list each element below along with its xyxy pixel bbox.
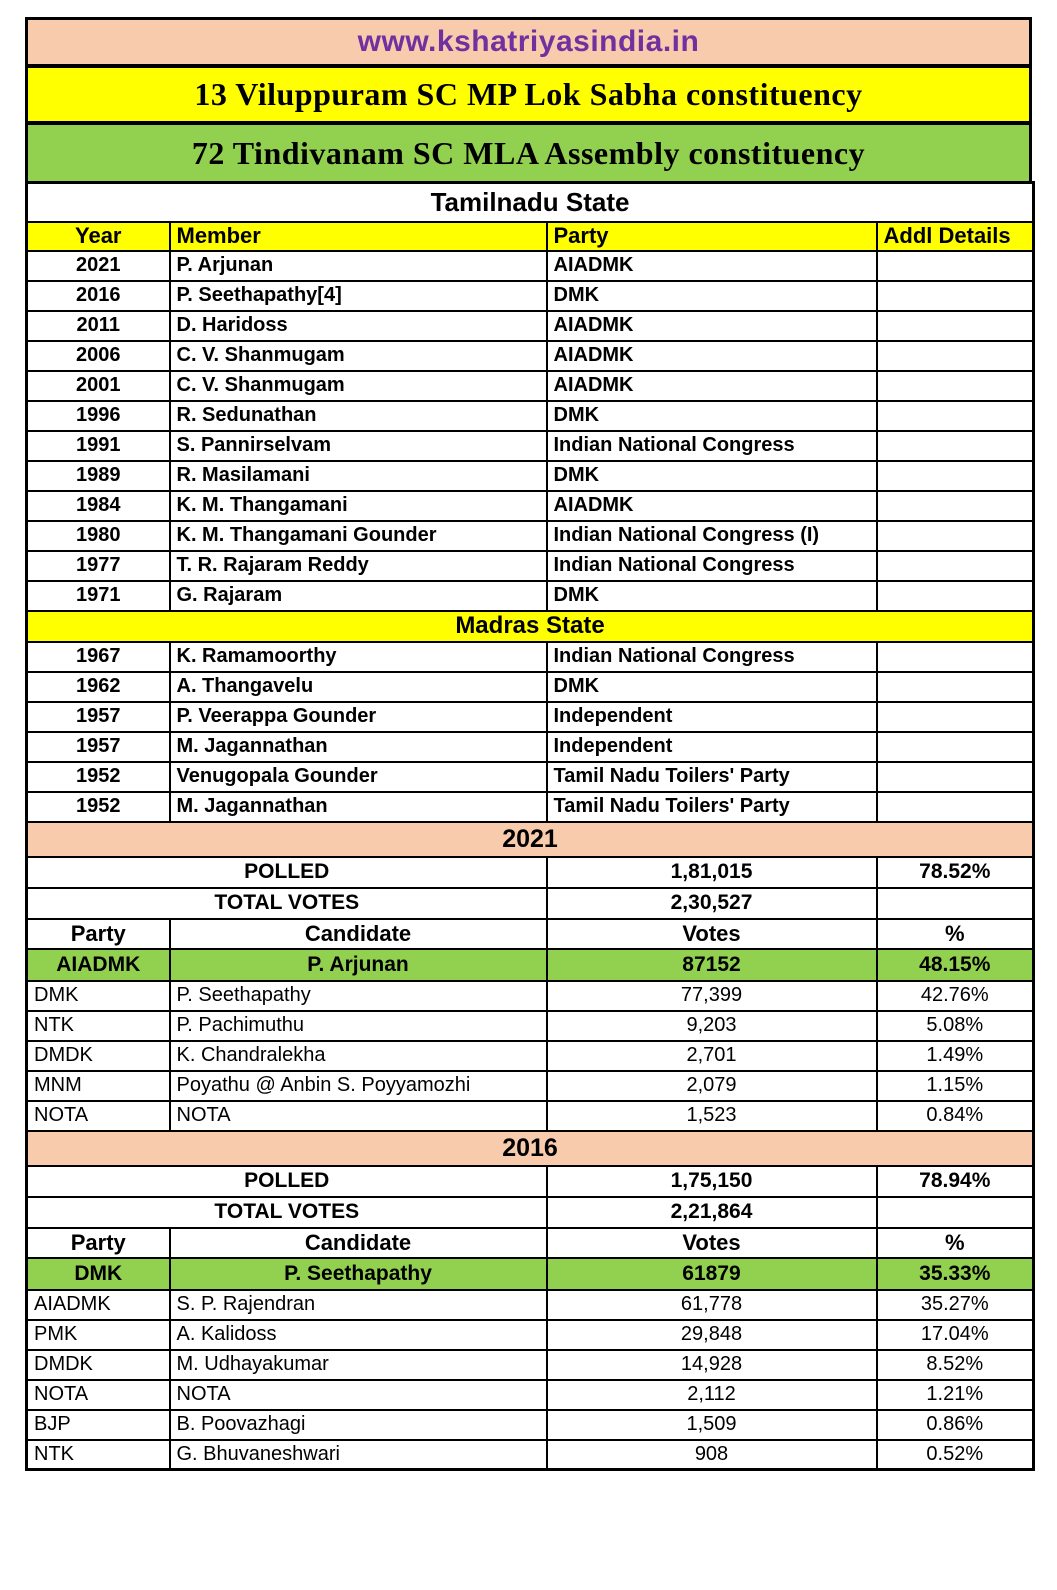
addl-details-cell — [877, 581, 1034, 611]
addl-details-cell — [877, 491, 1034, 521]
member-cell: P. Arjunan — [170, 251, 547, 281]
votes-cell: 1,523 — [547, 1101, 877, 1131]
candidate-rows-2021 — [27, 981, 1034, 1131]
election-2021-section — [27, 822, 1034, 981]
candidate-row — [27, 1290, 1034, 1320]
candidate-cell: K. Chandralekha — [170, 1041, 547, 1071]
member-row — [27, 251, 1034, 281]
party-cell: DMDK — [27, 1350, 170, 1380]
year-cell: 2021 — [27, 251, 170, 281]
member-cell: K. Ramamoorthy — [170, 642, 547, 672]
result-header-row-2021 — [27, 919, 1034, 949]
candidate-row — [27, 1011, 1034, 1041]
votes-cell: 14,928 — [547, 1350, 877, 1380]
votes-cell: 29,848 — [547, 1320, 877, 1350]
madras-section — [27, 611, 1034, 642]
year-cell: 2006 — [27, 341, 170, 371]
member-row — [27, 491, 1034, 521]
candidate-row — [27, 1041, 1034, 1071]
year-cell: 1996 — [27, 401, 170, 431]
member-cell: P. Veerappa Gounder — [170, 702, 547, 732]
total-votes-row-2016 — [27, 1197, 1034, 1228]
election-year-label: 2021 — [27, 822, 1034, 857]
candidate-row — [27, 981, 1034, 1011]
candidate-rows-2016 — [27, 1290, 1034, 1470]
polled-votes: 1,81,015 — [547, 857, 877, 888]
polled-row-2016 — [27, 1166, 1034, 1197]
addl-details-cell — [877, 521, 1034, 551]
party-cell: Indian National Congress — [547, 431, 877, 461]
party-cell: Independent — [547, 702, 877, 732]
addl-details-cell — [877, 762, 1034, 792]
addl-details-cell — [877, 371, 1034, 401]
percent-cell: 1.21% — [877, 1380, 1034, 1410]
member-cell: M. Jagannathan — [170, 792, 547, 822]
party-cell: Tamil Nadu Toilers' Party — [547, 792, 877, 822]
party-cell: DMK — [547, 581, 877, 611]
polled-percent: 78.52% — [877, 857, 1034, 888]
member-row — [27, 461, 1034, 491]
assembly-title: 72 Tindivanam SC MLA Assembly constituency — [25, 125, 1032, 181]
member-row — [27, 341, 1034, 371]
party-cell: NTK — [27, 1011, 170, 1041]
party-cell: DMDK — [27, 1041, 170, 1071]
votes-cell: 1,509 — [547, 1410, 877, 1440]
party-cell: Indian National Congress — [547, 551, 877, 581]
percent-cell: 1.49% — [877, 1041, 1034, 1071]
member-row — [27, 371, 1034, 401]
member-cell: R. Masilamani — [170, 461, 547, 491]
addl-details-cell — [877, 551, 1034, 581]
year-cell: 1962 — [27, 672, 170, 702]
party-cell: AIADMK — [547, 491, 877, 521]
constituency-sheet — [25, 17, 1032, 1471]
candidate-row — [27, 1101, 1034, 1131]
winner-candidate: P. Arjunan — [170, 949, 547, 981]
election-year-label: 2016 — [27, 1131, 1034, 1166]
election-2016-section — [27, 1131, 1034, 1290]
year-cell: 1952 — [27, 792, 170, 822]
party-header: Party — [27, 919, 170, 949]
total-votes-label: TOTAL VOTES — [27, 1197, 547, 1228]
madras-member-rows — [27, 642, 1034, 822]
tamilnadu-state-label: Tamilnadu State — [27, 183, 1034, 222]
percent-cell: 5.08% — [877, 1011, 1034, 1041]
candidate-row — [27, 1071, 1034, 1101]
votes-cell: 2,079 — [547, 1071, 877, 1101]
candidate-row — [27, 1380, 1034, 1410]
constituency-table — [25, 181, 1035, 1471]
addl-details-cell — [877, 792, 1034, 822]
addl-details-cell — [877, 281, 1034, 311]
total-votes-label: TOTAL VOTES — [27, 888, 547, 919]
member-column-header: Member — [170, 222, 547, 251]
winner-votes: 61879 — [547, 1258, 877, 1290]
year-cell: 1991 — [27, 431, 170, 461]
site-banner — [25, 17, 1032, 68]
lok-sabha-title: 13 Viluppuram SC MP Lok Sabha constituency — [25, 68, 1032, 125]
election-year-band-2021 — [27, 822, 1034, 857]
addl-details-column-header: Addl Details — [877, 222, 1034, 251]
madras-state-band — [27, 611, 1034, 642]
addl-details-cell — [877, 642, 1034, 672]
member-row — [27, 642, 1034, 672]
year-cell: 2001 — [27, 371, 170, 401]
percent-header: % — [877, 1228, 1034, 1258]
party-cell: Indian National Congress (I) — [547, 521, 877, 551]
party-cell: PMK — [27, 1320, 170, 1350]
percent-cell: 0.84% — [877, 1101, 1034, 1131]
votes-cell: 9,203 — [547, 1011, 877, 1041]
party-cell: Indian National Congress — [547, 642, 877, 672]
party-cell: MNM — [27, 1071, 170, 1101]
winner-party: AIADMK — [27, 949, 170, 981]
party-cell: DMK — [547, 401, 877, 431]
percent-cell: 0.52% — [877, 1440, 1034, 1470]
year-column-header: Year — [27, 222, 170, 251]
votes-cell: 908 — [547, 1440, 877, 1470]
winner-candidate: P. Seethapathy — [170, 1258, 547, 1290]
year-cell: 1984 — [27, 491, 170, 521]
year-cell: 1980 — [27, 521, 170, 551]
party-header: Party — [27, 1228, 170, 1258]
total-votes-row-2021 — [27, 888, 1034, 919]
total-votes-value: 2,30,527 — [547, 888, 877, 919]
party-cell: NOTA — [27, 1101, 170, 1131]
member-cell: G. Rajaram — [170, 581, 547, 611]
candidate-cell: NOTA — [170, 1380, 547, 1410]
member-row — [27, 311, 1034, 341]
candidate-row — [27, 1350, 1034, 1380]
party-cell: DMK — [547, 281, 877, 311]
member-row — [27, 762, 1034, 792]
winner-percent: 35.33% — [877, 1258, 1034, 1290]
addl-details-cell — [877, 431, 1034, 461]
votes-header: Votes — [547, 1228, 877, 1258]
member-row — [27, 431, 1034, 461]
addl-details-cell — [877, 702, 1034, 732]
member-row — [27, 521, 1034, 551]
year-cell: 1952 — [27, 762, 170, 792]
party-cell: Independent — [547, 732, 877, 762]
year-cell: 1957 — [27, 702, 170, 732]
member-cell: K. M. Thangamani Gounder — [170, 521, 547, 551]
winner-row-2021 — [27, 949, 1034, 981]
candidate-cell: P. Seethapathy — [170, 981, 547, 1011]
polled-row-2021 — [27, 857, 1034, 888]
candidate-row — [27, 1410, 1034, 1440]
party-cell: AIADMK — [27, 1290, 170, 1320]
candidate-header: Candidate — [170, 1228, 547, 1258]
polled-label: POLLED — [27, 1166, 547, 1197]
party-cell: AIADMK — [547, 341, 877, 371]
election-year-band-2016 — [27, 1131, 1034, 1166]
year-cell: 1977 — [27, 551, 170, 581]
party-cell: DMK — [27, 981, 170, 1011]
winner-party: DMK — [27, 1258, 170, 1290]
addl-details-cell — [877, 672, 1034, 702]
party-column-header: Party — [547, 222, 877, 251]
candidate-cell: M. Udhayakumar — [170, 1350, 547, 1380]
addl-details-cell — [877, 461, 1034, 491]
votes-header: Votes — [547, 919, 877, 949]
winner-votes: 87152 — [547, 949, 877, 981]
percent-cell: 35.27% — [877, 1290, 1034, 1320]
member-cell: Venugopala Gounder — [170, 762, 547, 792]
votes-cell: 2,701 — [547, 1041, 877, 1071]
party-cell: DMK — [547, 672, 877, 702]
addl-details-cell — [877, 251, 1034, 281]
member-cell: C. V. Shanmugam — [170, 371, 547, 401]
member-row — [27, 732, 1034, 762]
result-header-row-2016 — [27, 1228, 1034, 1258]
candidate-header: Candidate — [170, 919, 547, 949]
winner-row-2016 — [27, 1258, 1034, 1290]
percent-cell: 1.15% — [877, 1071, 1034, 1101]
percent-cell: 8.52% — [877, 1350, 1034, 1380]
party-cell: NTK — [27, 1440, 170, 1470]
member-row — [27, 672, 1034, 702]
candidate-cell: NOTA — [170, 1101, 547, 1131]
members-header-row — [27, 222, 1034, 251]
member-row — [27, 702, 1034, 732]
year-cell: 1989 — [27, 461, 170, 491]
year-cell: 2011 — [27, 311, 170, 341]
member-cell: C. V. Shanmugam — [170, 341, 547, 371]
polled-percent: 78.94% — [877, 1166, 1034, 1197]
member-row — [27, 281, 1034, 311]
year-cell: 1971 — [27, 581, 170, 611]
party-cell: BJP — [27, 1410, 170, 1440]
party-cell: DMK — [547, 461, 877, 491]
polled-votes: 1,75,150 — [547, 1166, 877, 1197]
addl-details-cell — [877, 732, 1034, 762]
member-row — [27, 581, 1034, 611]
tamilnadu-member-rows — [27, 251, 1034, 611]
party-cell: NOTA — [27, 1380, 170, 1410]
candidate-cell: G. Bhuvaneshwari — [170, 1440, 547, 1470]
votes-cell: 2,112 — [547, 1380, 877, 1410]
member-cell: A. Thangavelu — [170, 672, 547, 702]
member-cell: T. R. Rajaram Reddy — [170, 551, 547, 581]
total-votes-value: 2,21,864 — [547, 1197, 877, 1228]
member-cell: D. Haridoss — [170, 311, 547, 341]
addl-details-cell — [877, 401, 1034, 431]
percent-cell: 0.86% — [877, 1410, 1034, 1440]
candidate-cell: Poyathu @ Anbin S. Poyyamozhi — [170, 1071, 547, 1101]
total-votes-percent-empty — [877, 1197, 1034, 1228]
member-cell: M. Jagannathan — [170, 732, 547, 762]
candidate-cell: B. Poovazhagi — [170, 1410, 547, 1440]
member-row — [27, 401, 1034, 431]
members-section — [27, 183, 1034, 251]
candidate-cell: P. Pachimuthu — [170, 1011, 547, 1041]
percent-cell: 42.76% — [877, 981, 1034, 1011]
votes-cell: 61,778 — [547, 1290, 877, 1320]
candidate-cell: A. Kalidoss — [170, 1320, 547, 1350]
member-row — [27, 792, 1034, 822]
madras-state-label: Madras State — [27, 611, 1034, 642]
candidate-cell: S. P. Rajendran — [170, 1290, 547, 1320]
year-cell: 2016 — [27, 281, 170, 311]
member-row — [27, 551, 1034, 581]
member-cell: S. Pannirselvam — [170, 431, 547, 461]
candidate-row — [27, 1440, 1034, 1470]
winner-percent: 48.15% — [877, 949, 1034, 981]
party-cell: AIADMK — [547, 371, 877, 401]
addl-details-cell — [877, 311, 1034, 341]
year-cell: 1967 — [27, 642, 170, 672]
percent-cell: 17.04% — [877, 1320, 1034, 1350]
member-cell: R. Sedunathan — [170, 401, 547, 431]
addl-details-cell — [877, 341, 1034, 371]
party-cell: AIADMK — [547, 251, 877, 281]
votes-cell: 77,399 — [547, 981, 877, 1011]
polled-label: POLLED — [27, 857, 547, 888]
party-cell: Tamil Nadu Toilers' Party — [547, 762, 877, 792]
year-cell: 1957 — [27, 732, 170, 762]
party-cell: AIADMK — [547, 311, 877, 341]
percent-header: % — [877, 919, 1034, 949]
total-votes-percent-empty — [877, 888, 1034, 919]
tamilnadu-state-band — [27, 183, 1034, 222]
site-url-text: www.kshatriyasindia.in — [357, 25, 700, 58]
candidate-row — [27, 1320, 1034, 1350]
member-cell: P. Seethapathy[4] — [170, 281, 547, 311]
member-cell: K. M. Thangamani — [170, 491, 547, 521]
